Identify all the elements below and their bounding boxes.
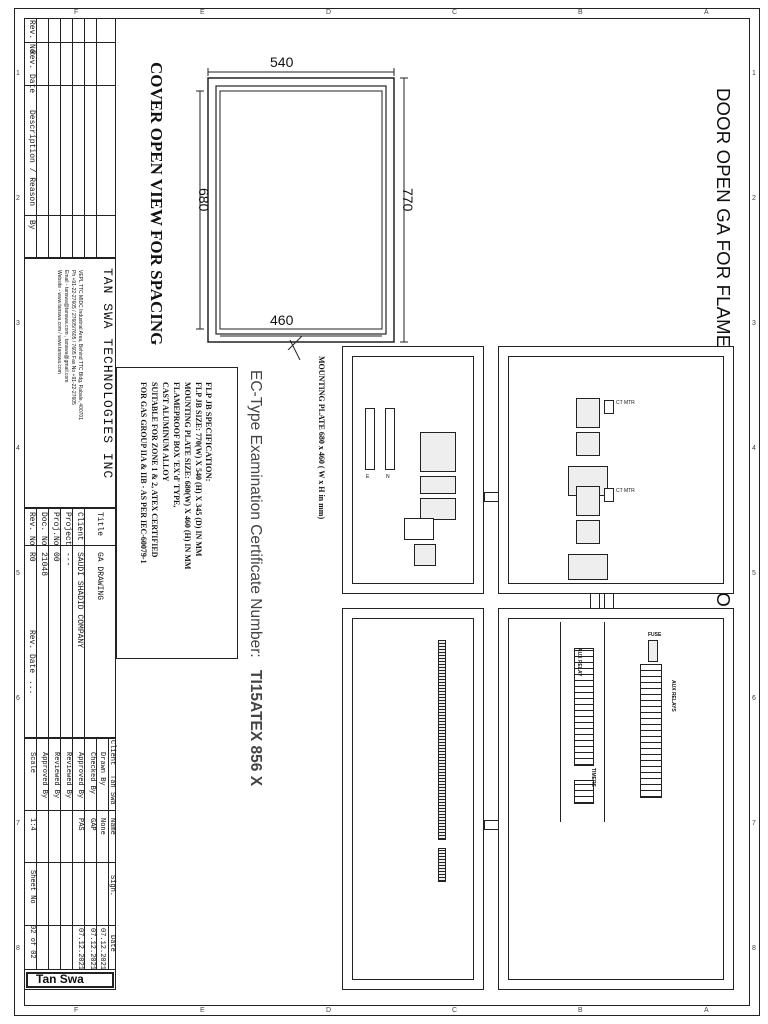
ruler-side-1: 1 [752,70,756,77]
dimension-top: 540 [270,54,294,70]
project-info-col [60,508,61,738]
rev-no-label: Rev. No [27,512,36,546]
by-header: By [27,220,36,230]
ruler-top-c: C [452,9,458,16]
sign-date: 07.12.2021 [98,928,106,971]
ruler-left-3: 3 [16,320,20,327]
contactor [576,486,600,516]
busbar-e-label: E [366,474,370,480]
proj-no-label: Proj.No [51,512,60,546]
revision-table-row [24,85,116,86]
company-logo-text: Tan Swa [36,972,84,986]
dimension-bottom: 460 [270,312,294,328]
ruler-left-5: 5 [16,570,20,577]
wiring-duct [604,622,605,822]
contactor [576,520,600,544]
mcb-breaker [420,476,456,494]
revision-table-col [36,18,37,258]
ruler-top-b: B [578,9,583,16]
ruler-bottom-c: C [452,1007,458,1014]
client-label: Client [75,512,84,541]
title-value: GA DRAWING [95,552,104,601]
company-address-4: Website - www.tanswa.com / www.tanswa.com [56,270,62,374]
sign-role: Approved By [76,752,84,799]
signature-row-divider [24,862,116,863]
ruler-bottom-d: D [326,1007,332,1014]
rev-no-value: R0 [27,552,36,562]
ruler-top-a: A [704,9,709,16]
power-supply [404,518,434,540]
transformer [414,544,436,566]
signature-row-divider [24,810,116,811]
sign-header-sign: Sign. [108,875,116,897]
sign-header-client: Client [108,740,116,766]
ct-meter-label: CT MTR [616,400,635,406]
signature-col [72,738,73,970]
revision-table-row [24,215,116,216]
ruler-top-e: E [200,9,205,16]
wiring-duct [560,622,561,822]
signature-col [48,738,49,970]
ruler-bottom-a: A [704,1007,709,1014]
ec-certificate-number: TI15ATEX 856 X [247,670,264,787]
scale-value: 1:4 [28,818,36,831]
sign-role: Approved By [40,752,48,799]
terminal-block-small [438,848,446,882]
overload-relay [568,554,608,580]
mounting-plate-leader [280,340,310,360]
sign-date: 07.12.2021 [76,928,84,971]
sign-name: GAP [88,818,96,831]
ruler-left-8: 8 [16,945,20,952]
ec-certificate [246,370,264,786]
scale-label: Scale [28,752,36,774]
revision-table [24,18,116,258]
sign-name: None [98,818,106,835]
sign-role: Reviewed By [64,752,72,799]
busbar-n [385,408,395,470]
sign-header-tan: Tan [108,775,116,788]
sign-role: Drawn By [98,752,106,786]
description-header: Description / Reason [27,110,36,207]
project-info-col [84,508,85,738]
signature-col [84,738,85,970]
ec-certificate-prefix: EC-Type Examination Certificate Number: [247,370,264,658]
revision-table-col [84,18,85,258]
spec-title: FLP JB SPECIFICATION: [204,382,214,482]
signature-col [60,738,61,970]
rev-date-value: ... [27,680,36,695]
revision-table-col [60,18,61,258]
busbar-e [365,408,375,470]
ruler-top-d: D [326,9,332,16]
project-value: --- [63,552,72,567]
ruler-bottom-f: F [74,1007,79,1014]
contactor [576,398,600,428]
sheet-no-label: Sheet No [28,870,36,904]
sign-name: PAS [76,818,84,831]
ruler-bottom-e: E [200,1007,205,1014]
sign-header-swa: Swa [108,792,116,805]
contactor [576,432,600,456]
sign-date: 07.12.2021 [88,928,96,971]
sign-role: Reviewed By [52,752,60,799]
project-info-col [36,508,37,738]
cover-title: COVER OPEN VIEW FOR SPACING [147,62,166,346]
sign-header-name: Name [108,818,116,835]
ruler-top-f: F [74,9,79,16]
cover-open-view-drawing [180,60,420,350]
project-label: Project [63,512,72,546]
client-value: SAUDI SHADID COMPANY [75,552,84,649]
timers-label: TIMERS [590,768,596,787]
rev-date-header: Rev. Date [27,50,36,94]
dimension-side-right: 770 [400,188,416,212]
enclosure-body-left-inner [352,618,474,980]
ruler-left-7: 7 [16,820,20,827]
ruler-bottom-b: B [578,1007,583,1014]
ruler-left-4: 4 [16,445,20,452]
revision-table-col [48,18,49,258]
spec-line-4: CAST ALUMINUM ALLOY [161,382,170,482]
rev-no-header: Rev. No [27,20,36,54]
spec-line-2: MOUNTING PLATE SIZE: 680(W) X 460 (H) IN MM [183,382,192,570]
fuse-block [648,640,658,662]
enclosure-body-right-inner [508,618,724,980]
ruler-left-2: 2 [16,195,20,202]
signature-row-divider [24,925,116,926]
revision-table-col [72,18,73,258]
ruler-side-6: 6 [752,695,756,702]
project-info-col [48,508,49,738]
mcb-breaker [420,432,456,472]
terminal-block-row [438,640,446,840]
ruler-side-3: 3 [752,320,756,327]
aux-relay-label: AUX RELAY [576,648,582,677]
spec-line-3: FLAMEPROOF BOX 'EX'd' TYPE, [172,382,181,508]
busbar-n-label: N [386,474,390,480]
ruler-side-4: 4 [752,445,756,452]
sign-role: Checked By [88,752,96,795]
mounting-plate-note: MOUNTING PLATE 680 x 460 ( W x H in mm) [317,356,326,520]
proj-no-value: 00 [51,552,60,562]
ruler-left-1: 1 [16,70,20,77]
sign-header-date: Date [108,935,116,952]
spec-line-6: FOR GAS GROUP IIA & IIB - AS PER IEC-60079-1 [139,382,148,564]
aux-relays-label: AUX RELAYS [670,680,676,712]
signature-col [36,738,37,970]
enclosure-door-right-inner [508,356,724,584]
ruler-side-7: 7 [752,820,756,827]
ruler-left-6: 6 [16,695,20,702]
ruler-side-2: 2 [752,195,756,202]
dimension-side-left: 680 [196,188,212,212]
ruler-side-5: 5 [752,570,756,577]
rev-date-label: Rev. Date [27,630,36,674]
sheet-no-value: 02 of 02 [28,925,36,959]
ruler-side-8: 8 [752,945,756,952]
doc-no-label: Doc. No [39,512,48,546]
aux-relays-block [640,664,662,798]
company-address-2: Ph +91-22-27605 / 27605/7605 / 7605 Fax No +91-22-27605 [70,270,76,405]
company-address-3: Email - tanswa@tanswa.com , tanswa@gmail.com [63,270,69,383]
company-address-1: VEPL TTC MIDC Industrial Area, Behind TTC Bldg, Rabale, 400701 [77,270,83,420]
doc-no-value: 21048 [39,552,48,577]
company-name: TAN SWA TECHNOLOGIES INC [100,268,115,480]
fuse-label: FUSE [648,632,662,638]
signature-col [96,738,97,970]
ct-meter [604,400,614,414]
main-title: DOOR OPEN GA FOR FOR [713,88,734,621]
revision-table-col [96,18,97,258]
project-info-col [72,508,73,738]
ct-meter-label: CT MTR [616,488,635,494]
revision-table-row [24,42,116,43]
terminal-strip [420,498,456,520]
title-label: Title [95,512,104,537]
spec-line-5: SUITABLE FOR ZONE 1 & 2, ATEX CERTIFIED [150,382,159,558]
spec-line-1: FLP JB SIZE: 770(W) X 540 (H) X 345 (D) IN MM [194,382,203,557]
ct-meter [604,488,614,502]
